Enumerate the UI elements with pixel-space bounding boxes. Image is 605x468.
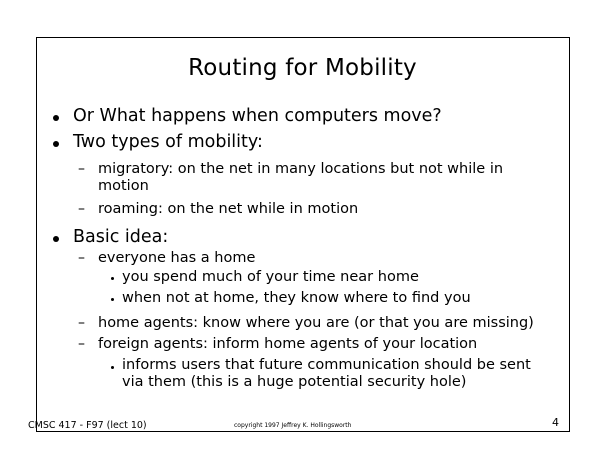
dash-marker: – [78,201,85,217]
detail-security-hole: informs users that future communication should be sent via them (this is a huge potential security hole) [122,357,531,390]
detail-find-you: when not at home, they know where to find you [122,290,471,306]
bullet-two-types: Two types of mobility: [73,132,263,152]
bullet-dot [53,115,59,121]
sub-item-foreign-agents: foreign agents: inform home agents of your location [98,336,478,352]
detail-near-home: you spend much of your time near home [122,269,419,285]
page-number: 4 [552,416,559,429]
sub-item-roaming: roaming: on the net while in motion [98,201,359,217]
sub-item-home-agents: home agents: know where you are (or that you are missing) [98,315,534,331]
bullet-what-happens: Or What happens when computers move? [73,106,442,126]
sub-bullet-dot [111,298,114,301]
dash-marker: – [78,250,85,266]
sub-item-migratory: migratory: on the net in many locations but not while in motion [98,161,504,194]
bullet-dot [53,141,59,147]
dash-marker: – [78,336,85,352]
sub-bullet-dot [111,277,114,280]
dash-marker: – [78,161,85,177]
sub-bullet-dot [111,366,114,369]
slide-title: Routing for Mobility [188,55,417,81]
footer-copyright: copyright 1997 Jeffrey K. Hollingsworth [234,422,352,429]
bullet-basic-idea: Basic idea: [73,227,169,247]
dash-marker: – [78,315,85,331]
footer-course: CMSC 417 - F97 (lect 10) [28,420,147,431]
bullet-dot [53,236,59,242]
sub-item-everyone-home: everyone has a home [98,250,256,266]
